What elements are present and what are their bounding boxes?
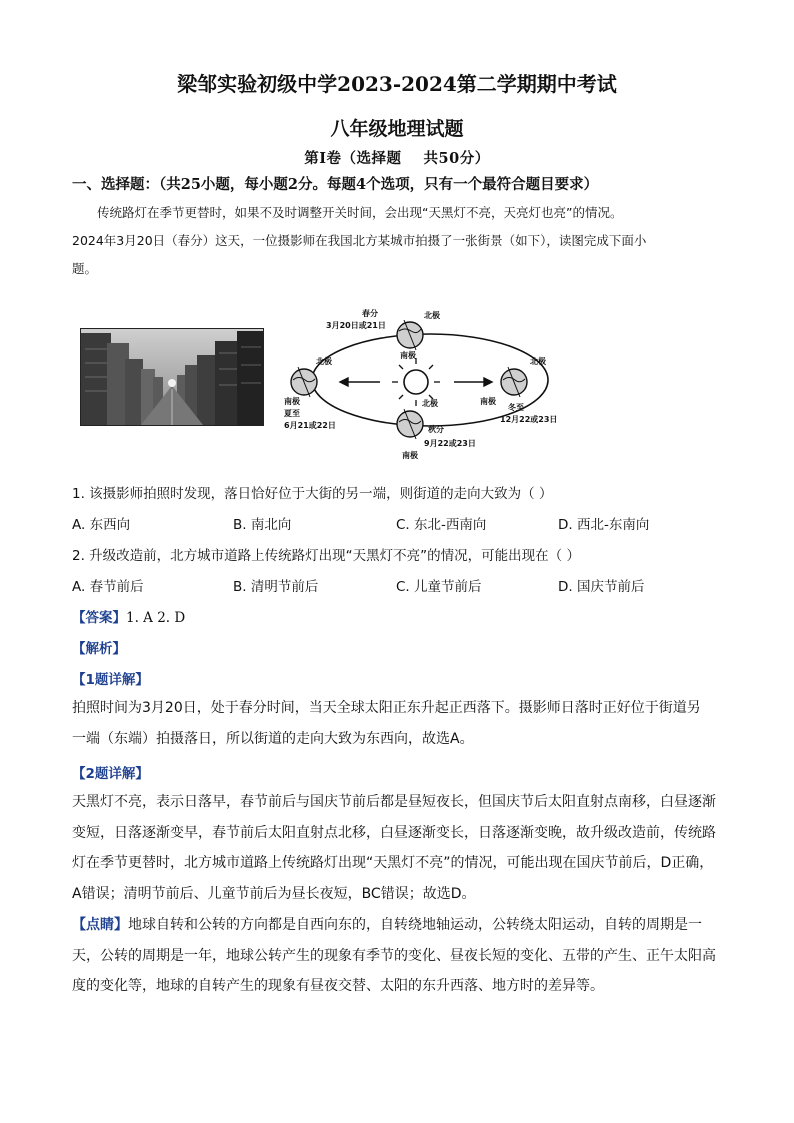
spring-south-label: 南极 xyxy=(400,351,416,360)
question-1-option-c: C. 东北-西南向 xyxy=(396,517,487,533)
detail-2-text xyxy=(72,787,724,909)
detail-1-line: 一端（东端）拍摄落日，所以街道的走向大致为东西向，故选A。 xyxy=(72,730,474,747)
autumn-label: 秋分 xyxy=(428,425,444,434)
spring-north-label: 北极 xyxy=(424,311,440,320)
answer-tag: 【答案】 xyxy=(72,610,126,626)
detail-2-line: 变短，日落逐渐变早，春节前后太阳直射点北移，白昼逐渐变长，日落逐渐变晚，故升级改造前，传统路 xyxy=(72,824,716,841)
autumn-north-label: 北极 xyxy=(422,399,438,408)
analysis-tag: 【解析】 xyxy=(72,641,126,657)
winter-south-label: 南极 xyxy=(480,397,496,406)
detail-1-line: 拍照时间为3月20日，处于春分时间，当天全球太阳正东升起正西落下。摄影师日落时正好位于街道另 xyxy=(72,700,701,716)
summer-south-label: 南极 xyxy=(284,397,300,406)
spring-label: 春分 xyxy=(362,309,378,318)
question-2-option-a: A. 春节前后 xyxy=(72,579,144,595)
spring-date: 3月20日或21日 xyxy=(326,321,386,330)
detail-2-heading xyxy=(72,762,149,782)
note-line xyxy=(72,910,724,941)
question-1-option-a: A. 东西向 xyxy=(72,517,131,533)
note-line: 天，公转的周期是一年，地球公转产生的现象有季节的变化、昼夜长短的变化、五带的产生、正午太阳高 xyxy=(72,947,716,964)
detail-2-tag: 【2题详解】 xyxy=(72,766,149,782)
intro-line: 2024年3月20日（春分）这天，一位摄影师在我国北方某城市拍摄了一张街景（如下），读图完成下面小 xyxy=(72,233,647,248)
note-line: 度的变化等，地球的自转产生的现象有昼夜交替、太阳的东升西落、地方时的差异等。 xyxy=(72,978,604,994)
question-1-option-d: D. 西北-东南向 xyxy=(558,517,650,533)
autumn-south-label: 南极 xyxy=(402,451,418,460)
earth-summer-icon xyxy=(291,367,317,397)
volume-heading xyxy=(0,147,794,168)
autumn-date: 9月22或23日 xyxy=(424,439,476,448)
earth-winter-icon xyxy=(501,367,527,397)
detail-1-text xyxy=(72,693,724,754)
detail-2-line: 灯在季节更替时，北方城市道路上传统路灯出现“天黑灯不亮”的情况，可能出现在国庆节前后，D正确， xyxy=(72,855,714,871)
earth-autumn-icon xyxy=(397,409,423,439)
exam-title: 梁邹实验初级中学2023-2024第二学期期中考试 xyxy=(177,72,617,96)
question-2-stem: 2. 升级改造前，北方城市道路上传统路灯出现“天黑灯不亮”的情况，可能出现在（ ） xyxy=(72,548,580,564)
intro-line: 题。 xyxy=(72,261,98,276)
summer-date: 6月21或22日 xyxy=(284,421,336,430)
section-heading: 一、选择题：（共25小题，每小题2分。每题4个选项，只有一个最符合题目要求） xyxy=(72,176,599,193)
intro-text xyxy=(72,199,722,283)
volume-label: 第Ⅰ卷（选择题 xyxy=(304,150,402,167)
note-tag: 【点睛】 xyxy=(72,917,128,933)
detail-2-line: A错误；清明节前后、儿童节前后为昼长夜短，BC错误；故选D。 xyxy=(72,885,476,902)
question-1-stem: 1. 该摄影师拍照时发现，落日恰好位于大街的另一端，则街道的走向大致为（ ） xyxy=(72,486,553,502)
question-1-option-b: B. 南北向 xyxy=(233,517,292,533)
earth-spring-icon xyxy=(397,320,423,350)
intro-line: 传统路灯在季节更替时，如果不及时调整开关时间，会出现“天黑灯不亮，天亮灯也亮”的情况。 xyxy=(97,205,623,220)
winter-date: 12月22或23日 xyxy=(500,415,558,424)
question-2-option-b: B. 清明节前后 xyxy=(233,579,319,595)
summer-north-label: 北极 xyxy=(316,357,332,366)
answer-line xyxy=(72,606,185,626)
detail-1-tag: 【1题详解】 xyxy=(72,672,149,688)
analysis-line xyxy=(72,637,126,657)
exam-subtitle: 八年级地理试题 xyxy=(330,118,464,140)
question-2-option-d: D. 国庆节前后 xyxy=(558,579,645,595)
winter-label: 冬至 xyxy=(508,403,524,412)
detail-1-heading xyxy=(72,668,149,688)
street-photo-image xyxy=(81,329,263,425)
volume-total: 共50分） xyxy=(423,150,490,167)
answer-text: 1. A 2. D xyxy=(126,610,186,626)
summer-label: 夏至 xyxy=(284,409,300,418)
note-line-1: 地球自转和公转的方向都是自西向东的，自转绕地轴运动，公转绕太阳运动，自转的周期是一 xyxy=(128,917,702,933)
note-text xyxy=(72,910,724,1002)
street-photo xyxy=(80,328,264,426)
detail-2-line: 天黑灯不亮，表示日落早，春节前后与国庆节前后都是昼短夜长，但国庆节后太阳直射点南移，白昼逐渐 xyxy=(72,794,716,810)
earth-orbit-diagram xyxy=(282,300,582,462)
winter-north-label: 北极 xyxy=(530,357,546,366)
question-2-option-c: C. 儿童节前后 xyxy=(396,579,482,595)
